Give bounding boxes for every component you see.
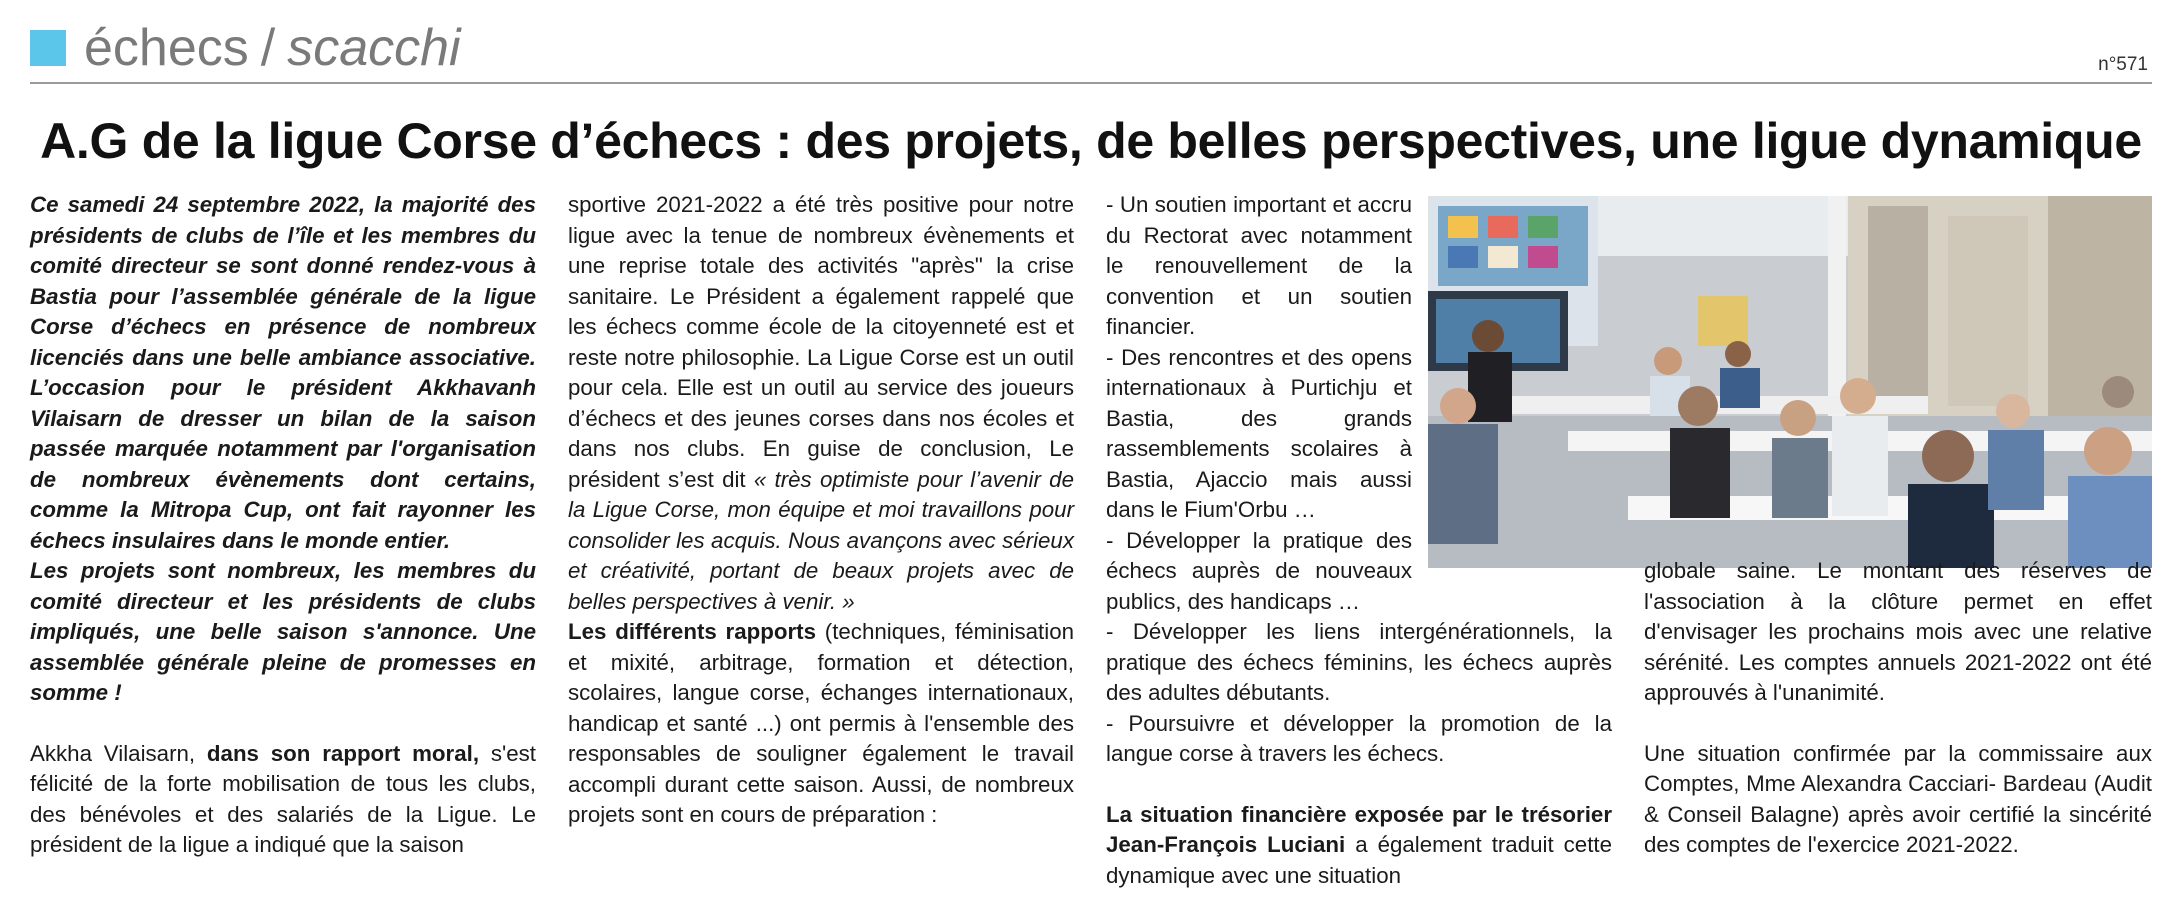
section-square-icon	[30, 30, 66, 66]
project-item-4: - Développer les liens intergénérationnels, la pratique des échecs féminins, les échecs auprès des adultes débutants.	[1106, 619, 1612, 705]
moral-report-paragraph: Akkha Vilaisarn, dans son rapport moral, s'est félicité de la forte mobilisation de tous les clubs, des bénévoles et des salariés de la Ligue. Le président de la ligue a indiqué que la saison	[30, 740, 536, 857]
article-column-4	[1644, 556, 2152, 861]
section-separator: /	[260, 19, 276, 77]
reserves-paragraph: globale saine. Le montant des réserves de l'association à la clôture permet en effet d'envisager les prochains mois avec une relative sérénité. Les comptes annuels 2021-2022 ont été approuvés à l'unanimité.	[1644, 558, 2152, 705]
section-title-it: scacchi	[287, 19, 461, 77]
project-item-2: - Des rencontres et des opens internationaux à Purtichju et Bastia, des grands rassemblements scolaires à Bastia, Ajaccio mais aussi dans le Fium'Orbu …	[1106, 344, 1412, 522]
section-rubric	[30, 20, 461, 76]
project-item-3: - Développer la pratique des échecs auprès de nouveaux publics, des handicaps …	[1106, 527, 1412, 614]
president-quote: « très optimiste pour l’avenir de la Ligue Corse, mon équipe et moi travaillons pour consolider les acquis. Nous avançons avec sérieux et créativité, portant de beaux projets avec de belles perspectives à venir. »	[568, 466, 1074, 614]
season-paragraph: sportive 2021-2022 a été très positive pour notre ligue avec la tenue de nombreux évènements et une reprise totale des activités "après" la crise sanitaire. Le Président a également rappelé que les échecs comme école de la citoyenneté est et reste notre philosophie. La Ligue Corse est un outil pour cela. Elle est un outil au service des joueurs d’échecs et des jeunes corses dans nos écoles et dans nos clubs. En guise de conclusion, Le président s’est dit « très optimiste pour l’avenir de la Ligue Corse, mon équipe et moi travaillons pour consolider les acquis. Nous avançons avec sérieux et créativité, portant de beaux projets avec de belles perspectives à venir. »	[568, 192, 1074, 614]
reports-paragraph: Les différents rapports (techniques, féminisation et mixité, arbitrage, formation et détection, scolaires, langue corse, échanges internationaux, handicap et santé ...) ont permis à l'ensemble des responsables de souligner également le travail accompli durant cette saison. Aussi, de nombreux projets sont en cours de préparation :	[568, 619, 1074, 827]
lead-paragraph-2: Les projets sont nombreux, les membres du comité directeur et les présidents de clubs impliqués, une belle saison s'annonce. Une assemblée générale pleine de promesses en somme !	[30, 558, 536, 705]
auditor-paragraph: Une situation confirmée par la commissaire aux Comptes, Mme Alexandra Cacciari- Bardeau (Audit & Conseil Balagne) après avoir certifié la sincérité des comptes de l'exercice 2021-2022.	[1644, 740, 2152, 857]
issue-number: n°571	[2098, 54, 2148, 75]
section-title-fr: échecs	[84, 19, 249, 77]
article-column-3	[1106, 190, 1612, 891]
article-column-2	[568, 190, 1074, 831]
header-rule	[30, 82, 2152, 84]
lead-paragraph-1: Ce samedi 24 septembre 2022, la majorité des présidents de clubs de l’île et les membres du comité directeur se sont donné rendez-vous à Bastia pour l’assemblée générale de la ligue Corse d’échecs en présence de nombreux licenciés dans une belle ambiance associative. L’occasion pour le président Akkhavanh Vilaisarn de dresser un bilan de la saison passée marquée notamment par l'organisation de nombreux évènements dont certains, comme la Mitropa Cup, ont fait rayonner les échecs insulaires dans le monde entier.	[30, 192, 536, 553]
project-item-1: - Un soutien important et accru du Rectorat avec notamment le renouvellement de la convention et un soutien financier.	[1106, 192, 1412, 339]
finance-paragraph: La situation financière exposée par le trésorier Jean-François Luciani a également traduit cette dynamique avec une situation	[1106, 801, 1612, 888]
project-item-5: - Poursuivre et développer la promotion de la langue corse à travers les échecs.	[1106, 710, 1612, 766]
article-headline: A.G de la ligue Corse d’échecs : des projets, de belles perspectives, une ligue dynamique	[40, 113, 2142, 169]
article-column-1	[30, 190, 536, 861]
